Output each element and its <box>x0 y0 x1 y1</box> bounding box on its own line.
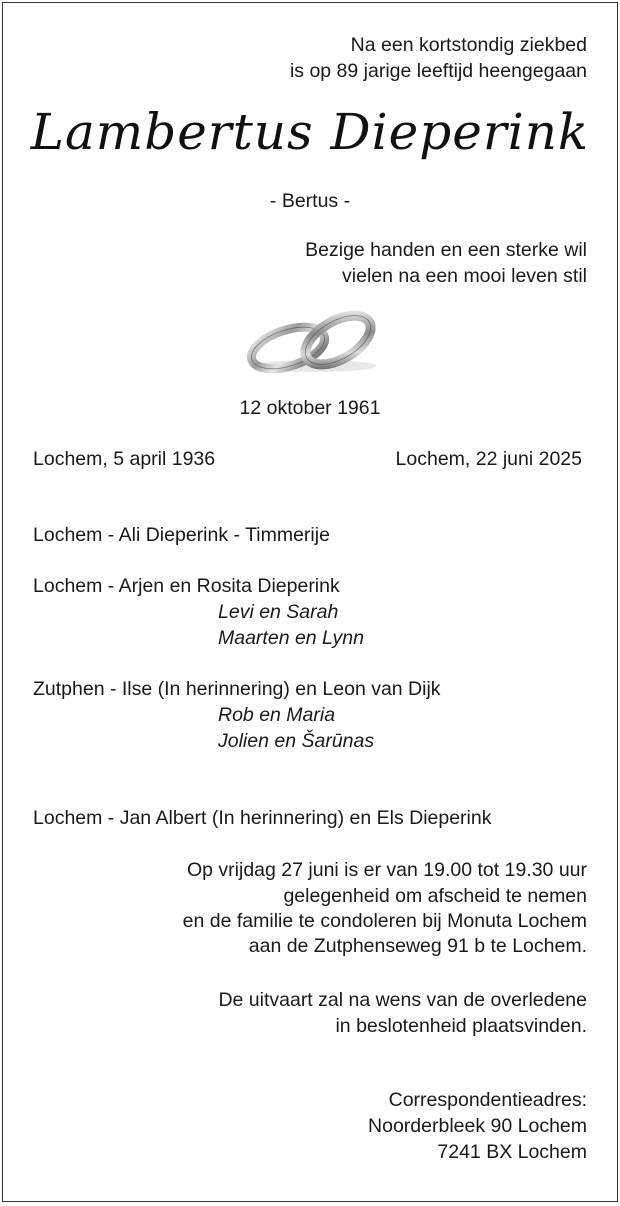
obituary-card <box>2 2 618 1202</box>
grandchildren-1a: Levi en Sarah <box>218 601 339 623</box>
family-spouse: Lochem - Ali Dieperink - Timmerije <box>33 524 330 546</box>
condolence-line-2: gelegenheid om afscheid te nemen <box>283 885 587 907</box>
condolence-line-3: en de familie te condoleren bij Monuta Lochem <box>182 910 587 932</box>
grandchildren-1b: Maarten en Lynn <box>218 627 364 649</box>
funeral-line-1: De uitvaart zal na wens van de overledene <box>218 989 587 1011</box>
birth-info: Lochem, 5 april 1936 <box>33 448 216 470</box>
family-child-1: Lochem - Arjen en Rosita Dieperink <box>33 575 340 597</box>
correspondence-street: Noorderbleek 90 Lochem <box>368 1115 587 1137</box>
grandchildren-2a: Rob en Maria <box>218 704 336 726</box>
family-child-2: Zutphen - Ilse (In herinnering) en Leon van Dijk <box>33 678 441 700</box>
nickname: - Bertus - <box>269 190 351 212</box>
correspondence-label: Correspondentieadres: <box>388 1089 587 1111</box>
wedding-rings-icon <box>243 306 385 376</box>
death-info: Lochem, 22 juni 2025 <box>395 448 582 470</box>
correspondence-postal: 7241 BX Lochem <box>437 1141 587 1163</box>
funeral-line-2: in beslotenheid plaatsvinden. <box>335 1015 587 1037</box>
intro-line-1: Na een kortstondig ziekbed <box>350 34 587 56</box>
condolence-line-1: Op vrijdag 27 juni is er van 19.00 tot 19.30 uur <box>187 859 587 881</box>
quote-line-1: Bezige handen en een sterke wil <box>305 239 587 261</box>
quote-line-2: vielen na een mooi leven stil <box>342 265 587 287</box>
family-child-3: Lochem - Jan Albert (In herinnering) en Els Dieperink <box>33 807 492 829</box>
marriage-date: 12 oktober 1961 <box>239 397 381 419</box>
condolence-line-4: aan de Zutphenseweg 91 b te Lochem. <box>248 935 587 957</box>
intro-line-2: is op 89 jarige leeftijd heengegaan <box>289 60 587 82</box>
deceased-name: Lambertus Dieperink <box>30 103 590 161</box>
grandchildren-2b: Jolien en Šarūnas <box>218 730 375 752</box>
